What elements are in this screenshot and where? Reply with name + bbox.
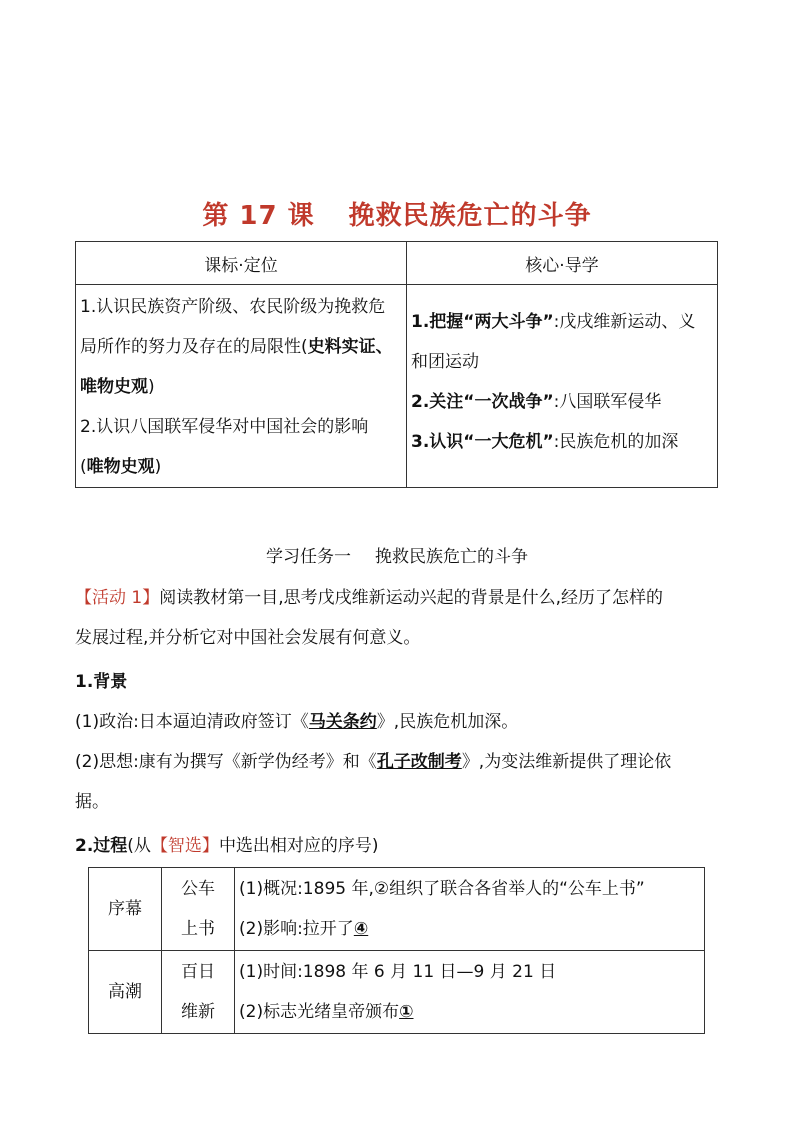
standard-line: (唯物史观) — [80, 457, 162, 477]
activity-paragraph: 【活动 1】阅读教材第一目,思考戊戌维新运动兴起的背景是什么,经历了怎样的 发展过程,并分析它对中国社会发展有何意义。 — [75, 588, 664, 648]
event-cell: 百日 维新 — [162, 951, 235, 1034]
background-heading: 1.背景 — [75, 672, 128, 692]
core-cell — [407, 285, 718, 488]
background-politics: (1)政治:日本逼迫清政府签订《马关条约》,民族危机加深。 — [75, 712, 519, 732]
standard-line: 2.认识八国联军侵华对中国社会的影响 — [80, 417, 369, 437]
lesson-number: 第 17 课 — [202, 201, 315, 231]
table-row — [89, 868, 705, 951]
lesson-name: 挽救民族危亡的斗争 — [348, 201, 592, 231]
detail-cell: (1)概况:1895 年,②组织了联合各省举人的“公车上书” (2)影响:拉开了④ — [235, 868, 705, 951]
event-cell: 公车 上书 — [162, 868, 235, 951]
table-row — [89, 951, 705, 1034]
objectives-table — [75, 241, 718, 488]
core-line: 2.关注“一次战争”:八国联军侵华 — [411, 392, 662, 412]
standard-line: 1.认识民族资产阶级、农民阶级为挽救危 — [80, 297, 386, 317]
header-core: 核心·导学 — [407, 242, 718, 285]
stage-cell: 序幕 — [89, 868, 162, 951]
core-line: 3.认识“一大危机”:民族危机的加深 — [411, 432, 679, 452]
stage-cell: 高潮 — [89, 951, 162, 1034]
process-heading: 2.过程(从【智选】中选出相对应的序号) — [75, 836, 379, 856]
background-section: 1.背景 (1)政治:日本逼迫清政府签订《马关条约》,民族危机加深。 (2)思想:康有为撰写《新学伪经考》和《孔子改制考》,为变法维新提供了理论依 据。 — [75, 662, 725, 822]
detail-cell: (1)时间:1898 年 6 月 11 日—9 月 21 日 (2)标志光绪皇帝颁布① — [235, 951, 705, 1034]
process-table — [88, 867, 705, 1034]
header-standard: 课标·定位 — [76, 242, 407, 285]
core-line: 和团运动 — [411, 352, 479, 372]
standard-cell — [76, 285, 407, 488]
task-heading: 学习任务一 挽救民族危亡的斗争 — [266, 547, 528, 567]
background-thought: (2)思想:康有为撰写《新学伪经考》和《孔子改制考》,为变法维新提供了理论依 — [75, 752, 672, 772]
standard-line: 唯物史观) — [80, 377, 155, 397]
activity-tag: 【活动 1】 — [75, 588, 160, 608]
lesson-title — [0, 195, 794, 232]
core-line: 1.把握“两大斗争”:戊戌维新运动、义 — [411, 312, 696, 332]
standard-line: 局所作的努力及存在的局限性(史料实证、 — [80, 337, 393, 357]
